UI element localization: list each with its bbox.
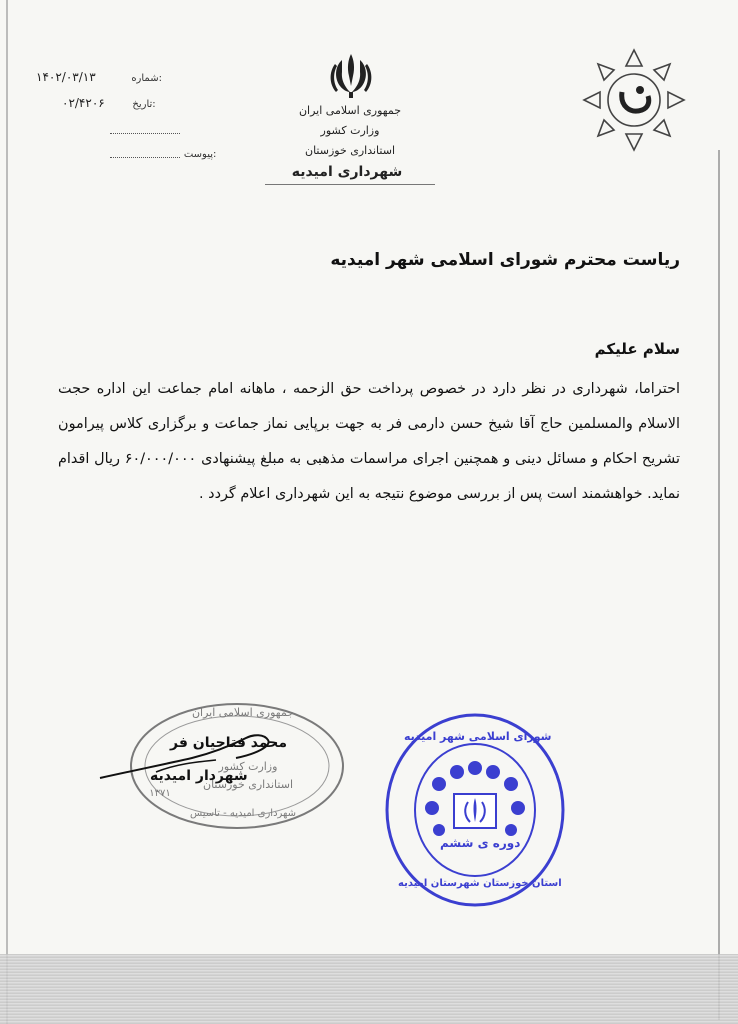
council-stamp-ring-top: شورای اسلامی شهر امیدیه [404,730,552,743]
letter-number-label: شماره: [131,73,162,84]
letter-date-dots [110,122,180,136]
municipality-stamp-top: جمهوری اسلامی ایران [191,706,295,719]
municipality-stamp-middle1: وزارت کشور [218,760,278,773]
recipient-line: ریاست محترم شورای اسلامی شهر امیدیه [330,250,680,270]
scan-bottom-band [0,954,738,1024]
letter-date-row [62,96,156,110]
scan-edge-right [718,150,720,1020]
greeting-line: سلام علیکم [594,340,680,358]
letter-number-row [36,70,162,84]
municipality-logo-icon [578,44,690,156]
municipality-name-text: شهرداری امیدیه [291,164,403,180]
municipality-stamp-middle2: استانداری خوزستان [202,778,293,791]
handwritten-signature [96,728,276,788]
scan-edge-left [6,0,8,1024]
council-stamp [384,712,566,908]
letter-body: احتراما، شهرداری در نظر دارد در خصوص پرداخت حق الزحمه ، ماهانه امام جماعت این اداره حجت الاسلام والمسلمین حاج آقا شیخ حسن دارمی فر به جهت برپایی نماز جماعت و برگزاری کلاس پیرامون تشریح احکام و مسائل دینی و همچنین اجرای مراسمات مذهبی به مبلغ پیشنهادی ۶۰/۰۰۰/۰۰۰ ریال اقدام نماید. خواهشمند است پس از بررسی موضوع نتیجه به این شهرداری اعلام گردد . [58,381,680,502]
org-line-2: وزارت کشور [320,124,380,137]
header-divider [265,184,435,185]
iran-emblem-icon [320,50,382,100]
signer-name: محمد فتاحیان فر [170,735,288,751]
municipality-name [262,161,432,180]
council-stamp-ring-bottom: استان خوزستان شهرستان امیدیه [398,878,562,889]
signer-title: شهردار امیدیه [150,768,248,784]
letter-attachment-row [110,146,216,160]
municipality-stamp-bottom: شهرداری امیدیه - تاسیس [189,808,297,819]
letter-attachment-label: پیوست: [183,149,217,160]
letter-date-value: ۰۲/۴۲۰۶ [62,96,105,110]
letter-date-label: تاریخ: [132,99,156,110]
org-line-1: جمهوری اسلامی ایران [298,104,402,117]
letter-number-value: ۱۴۰۲/۰۳/۱۳ [36,70,96,84]
municipality-stamp-year: ۱۳۷۱ [149,788,171,799]
org-line-3: استانداری خوزستان [304,144,395,157]
council-stamp-term: دوره ی ششم [440,836,521,850]
